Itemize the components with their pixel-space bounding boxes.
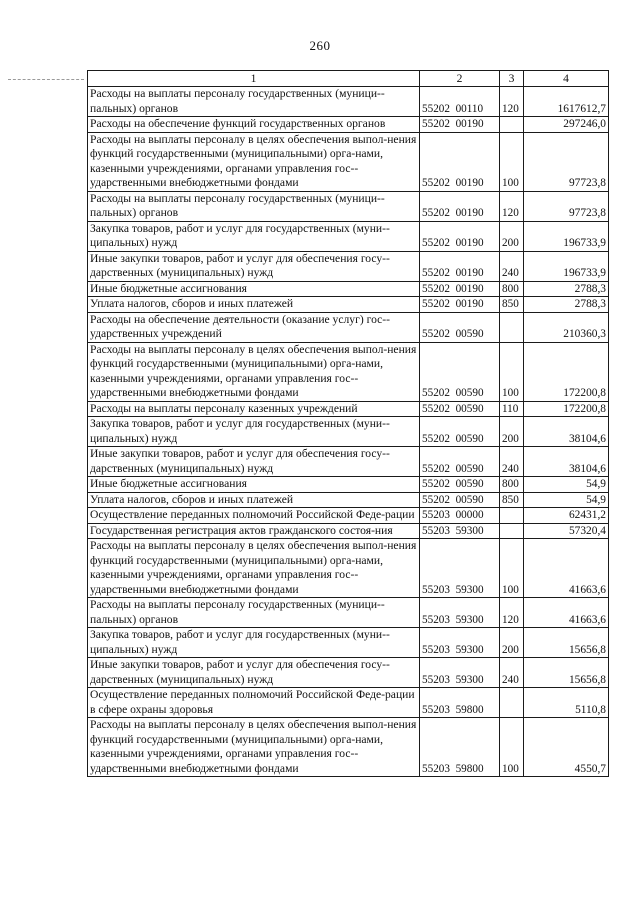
cell-amount: 38104,6 [524, 447, 609, 477]
budget-table [87, 70, 609, 777]
cell-expense-name: Закупка товаров, работ и услуг для государственных (муни-ципальных) нужд [88, 221, 420, 251]
cell-amount: 196733,9 [524, 221, 609, 251]
cell-amount: 57320,4 [524, 523, 609, 539]
cell-amount: 97723,8 [524, 132, 609, 191]
cell-expense-name: Уплата налогов, сборов и иных платежей [88, 297, 420, 313]
cell-amount: 15656,8 [524, 658, 609, 688]
cell-expense-name: Иные закупки товаров, работ и услуг для обеспечения госу-дарственных (муниципальных) нужд [88, 447, 420, 477]
cell-expense-name: Закупка товаров, работ и услуг для государственных (муни-ципальных) нужд [88, 628, 420, 658]
table-row [88, 401, 609, 417]
cell-expense-name: Расходы на выплаты персоналу государственных (муници-пальных) органов [88, 598, 420, 628]
table-row [88, 492, 609, 508]
cell-amount: 62431,2 [524, 508, 609, 524]
cell-expense-type: 850 [500, 492, 524, 508]
cell-amount: 97723,8 [524, 191, 609, 221]
table-row [88, 281, 609, 297]
table-row [88, 87, 609, 117]
cell-expense-type [500, 523, 524, 539]
cell-expense-type: 800 [500, 477, 524, 493]
cell-expense-type: 110 [500, 401, 524, 417]
cell-target-code: 55202 00110 [420, 87, 500, 117]
cell-expense-type: 200 [500, 417, 524, 447]
cell-target-code: 55202 00590 [420, 477, 500, 493]
cell-target-code: 55202 00590 [420, 312, 500, 342]
cell-target-code: 55202 00590 [420, 401, 500, 417]
cell-expense-type: 240 [500, 658, 524, 688]
cell-target-code: 55203 59300 [420, 523, 500, 539]
table-row [88, 598, 609, 628]
cell-target-code: 55202 00190 [420, 132, 500, 191]
cell-amount: 196733,9 [524, 251, 609, 281]
cell-amount: 210360,3 [524, 312, 609, 342]
cell-amount: 41663,6 [524, 598, 609, 628]
cell-target-code: 55202 00190 [420, 191, 500, 221]
cell-expense-name: Уплата налогов, сборов и иных платежей [88, 492, 420, 508]
cell-expense-type: 240 [500, 251, 524, 281]
cell-expense-name: Расходы на выплаты персоналу в целях обеспечения выпол-нения функций государственными (муниципальными) орга-нами, казенными учреждениями, органами управления гос-ударственными внебюджетными фондами [88, 342, 420, 401]
cell-expense-type [500, 117, 524, 133]
table-row [88, 447, 609, 477]
page-number: 260 [309, 38, 331, 53]
cell-expense-name: Расходы на выплаты персоналу в целях обеспечения выпол-нения функций государственными (муниципальными) орга-нами, казенными учреждениями, органами управления гос-ударственными внебюджетными фондами [88, 132, 420, 191]
cell-expense-name: Иные закупки товаров, работ и услуг для обеспечения госу-дарственных (муниципальных) нужд [88, 658, 420, 688]
cell-expense-type [500, 312, 524, 342]
table-row [88, 508, 609, 524]
table-row [88, 117, 609, 133]
table-row [88, 132, 609, 191]
table-row [88, 417, 609, 447]
table-row [88, 251, 609, 281]
cell-expense-name: Расходы на выплаты персоналу в целях обеспечения выпол-нения функций государственными (муниципальными) орга-нами, казенными учреждениями, органами управления гос-ударственными внебюджетными фондами [88, 539, 420, 598]
cell-expense-type: 120 [500, 598, 524, 628]
column-header-name: 1 [88, 71, 420, 87]
cell-expense-type: 200 [500, 221, 524, 251]
cell-expense-name: Иные закупки товаров, работ и услуг для обеспечения госу-дарственных (муниципальных) нужд [88, 251, 420, 281]
cell-target-code: 55203 00000 [420, 508, 500, 524]
cell-amount: 54,9 [524, 477, 609, 493]
table-row [88, 658, 609, 688]
cell-amount: 172200,8 [524, 342, 609, 401]
table-row [88, 297, 609, 313]
cell-expense-type: 240 [500, 447, 524, 477]
cell-expense-type [500, 688, 524, 718]
cell-amount: 41663,6 [524, 539, 609, 598]
cell-expense-type [500, 508, 524, 524]
cell-expense-type: 120 [500, 87, 524, 117]
cell-expense-name: Расходы на обеспечение деятельности (оказание услуг) гос-ударственных учреждений [88, 312, 420, 342]
cell-expense-name: Расходы на выплаты персоналу казенных учреждений [88, 401, 420, 417]
cell-target-code: 55202 00190 [420, 221, 500, 251]
column-header-type: 3 [500, 71, 524, 87]
cell-expense-name: Осуществление переданных полномочий Российской Феде-рации в сфере охраны здоровья [88, 688, 420, 718]
cell-expense-type: 200 [500, 628, 524, 658]
cell-expense-name: Закупка товаров, работ и услуг для государственных (муни-ципальных) нужд [88, 417, 420, 447]
table-row [88, 523, 609, 539]
cell-target-code: 55202 00590 [420, 417, 500, 447]
table-row [88, 342, 609, 401]
header-row [88, 71, 609, 87]
cell-expense-name: Иные бюджетные ассигнования [88, 477, 420, 493]
cell-expense-type: 100 [500, 539, 524, 598]
cell-amount: 2788,3 [524, 281, 609, 297]
cell-target-code: 55203 59800 [420, 718, 500, 777]
cell-amount: 4550,7 [524, 718, 609, 777]
cell-target-code: 55203 59300 [420, 658, 500, 688]
cell-target-code: 55203 59300 [420, 539, 500, 598]
table-row [88, 628, 609, 658]
cell-amount: 38104,6 [524, 417, 609, 447]
table-row [88, 477, 609, 493]
cell-amount: 297246,0 [524, 117, 609, 133]
table-row [88, 191, 609, 221]
cell-expense-name: Расходы на обеспечение функций государственных органов [88, 117, 420, 133]
cell-target-code: 55203 59300 [420, 628, 500, 658]
cell-expense-type: 800 [500, 281, 524, 297]
scan-artifact-line [8, 79, 84, 80]
cell-expense-name: Осуществление переданных полномочий Российской Феде-рации [88, 508, 420, 524]
cell-amount: 1617612,7 [524, 87, 609, 117]
cell-amount: 2788,3 [524, 297, 609, 313]
cell-expense-name: Расходы на выплаты персоналу государственных (муници-пальных) органов [88, 87, 420, 117]
cell-target-code: 55202 00590 [420, 492, 500, 508]
cell-expense-type: 100 [500, 718, 524, 777]
cell-amount: 172200,8 [524, 401, 609, 417]
cell-amount: 5110,8 [524, 688, 609, 718]
cell-expense-name: Расходы на выплаты персоналу в целях обеспечения выпол-нения функций государственными (муниципальными) орга-нами, казенными учреждениями, органами управления гос-ударственными внебюджетными фондами [88, 718, 420, 777]
cell-target-code: 55202 00590 [420, 342, 500, 401]
cell-expense-type: 100 [500, 132, 524, 191]
column-header-amount: 4 [524, 71, 609, 87]
cell-target-code: 55202 00190 [420, 117, 500, 133]
cell-target-code: 55202 00190 [420, 251, 500, 281]
column-header-code: 2 [420, 71, 500, 87]
cell-amount: 15656,8 [524, 628, 609, 658]
cell-expense-name: Иные бюджетные ассигнования [88, 281, 420, 297]
cell-target-code: 55202 00190 [420, 297, 500, 313]
cell-target-code: 55202 00190 [420, 281, 500, 297]
table-row [88, 718, 609, 777]
cell-target-code: 55203 59300 [420, 598, 500, 628]
cell-target-code: 55202 00590 [420, 447, 500, 477]
cell-amount: 54,9 [524, 492, 609, 508]
cell-expense-type: 120 [500, 191, 524, 221]
table-row [88, 312, 609, 342]
cell-expense-name: Расходы на выплаты персоналу государственных (муници-пальных) органов [88, 191, 420, 221]
table-row [88, 688, 609, 718]
table-row [88, 221, 609, 251]
table-row [88, 539, 609, 598]
cell-expense-type: 100 [500, 342, 524, 401]
cell-expense-name: Государственная регистрация актов гражданского состоя-ния [88, 523, 420, 539]
cell-expense-type: 850 [500, 297, 524, 313]
cell-target-code: 55203 59800 [420, 688, 500, 718]
